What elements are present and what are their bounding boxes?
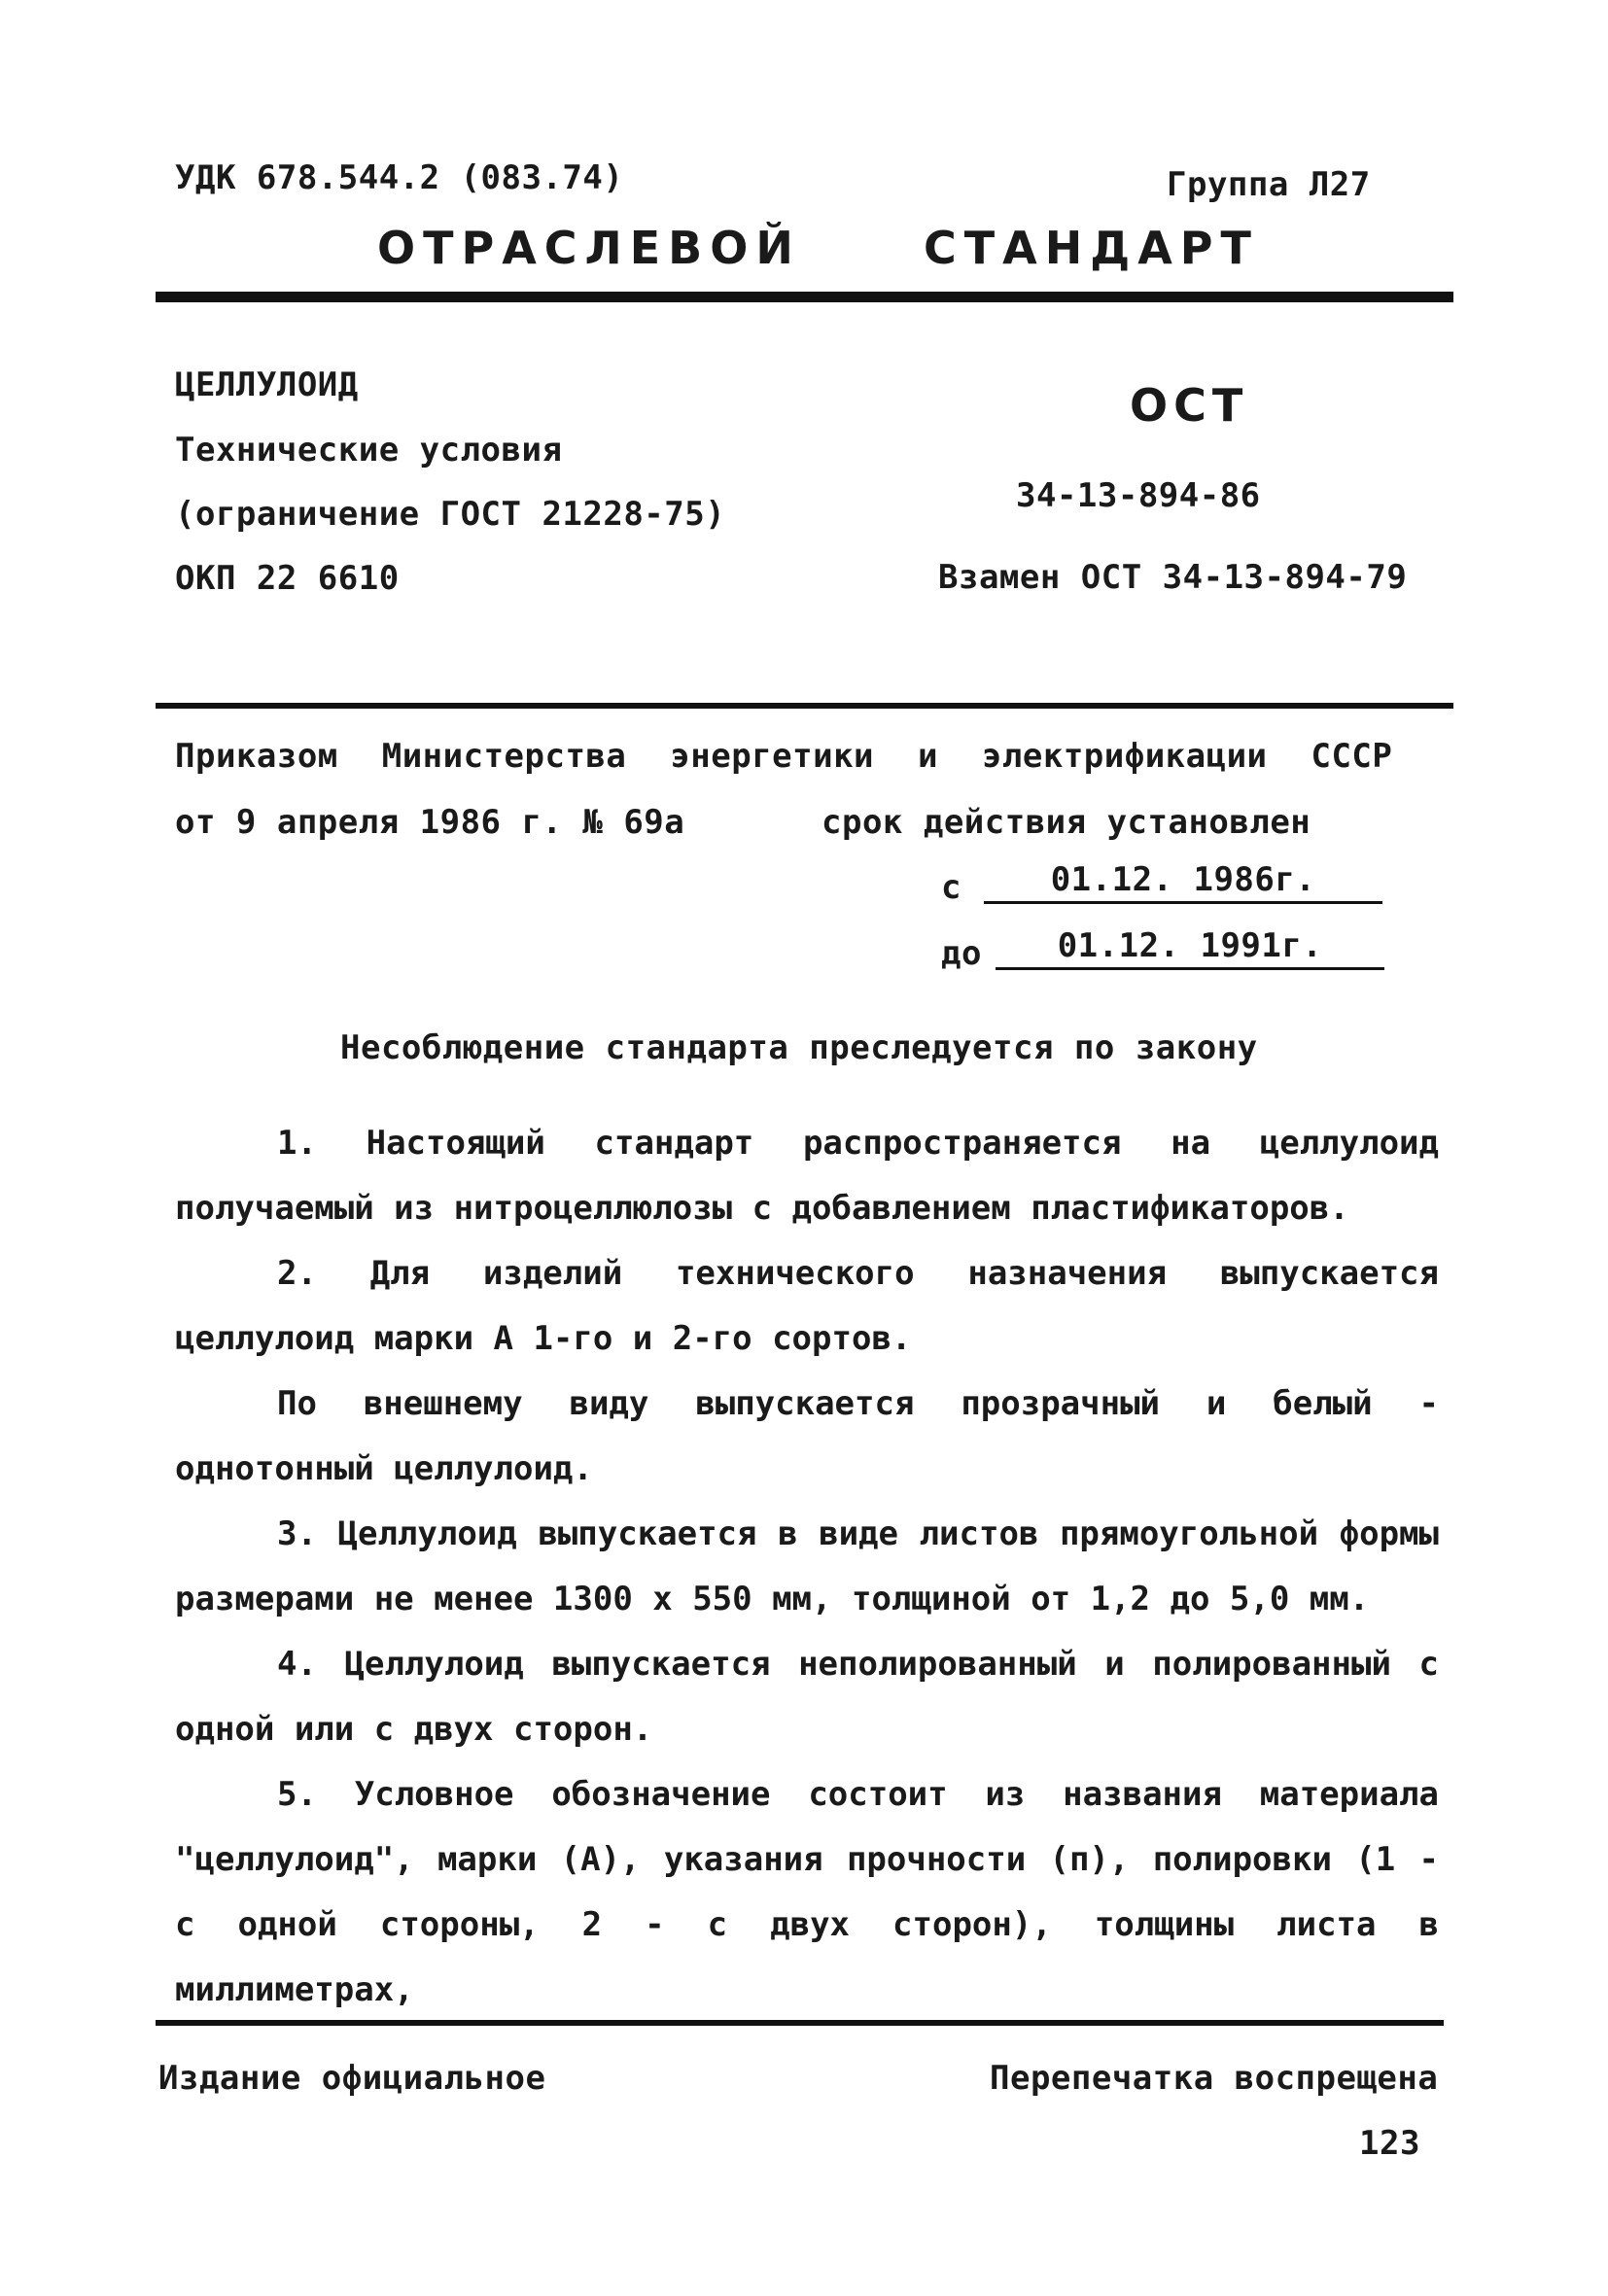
header-rule	[156, 292, 1453, 302]
restriction: (ограничение ГОСТ 21228-75)	[175, 495, 726, 534]
valid-from-field	[984, 860, 1382, 904]
legal-notice: Несоблюдение стандарта преследуется по закону	[340, 1028, 1258, 1067]
order-date: от 9 апреля 1986 г. № 69а	[175, 803, 685, 842]
standard-number: 34-13-894-86	[1016, 476, 1261, 515]
footer-rule	[156, 2020, 1444, 2026]
official-edition: Издание официальное	[158, 2059, 546, 2098]
validity-label: срок действия установлен	[821, 803, 1311, 842]
product-name: ЦЕЛЛУЛОИД	[175, 365, 359, 404]
paragraph-2: 2. Для изделий технического назначения выпускается целлулоид марки А 1-го и 2-го сортов.	[175, 1254, 1439, 1358]
reprint-forbidden: Перепечатка воспрещена	[990, 2059, 1439, 2098]
valid-to-label: до	[941, 934, 982, 973]
paragraph-6: 5. Условное обозначение состоит из названия материала "целлулоид", марки (А), указания прочности (п), полировки (1 - с одной стороны, 2 - с двух сторон), толщины листа в миллиметрах,	[175, 1775, 1439, 2009]
okp-code: ОКП 22 6610	[175, 559, 400, 598]
title-left: ОТРАСЛЕВОЙ	[377, 222, 801, 274]
page-number: 123	[1359, 2124, 1420, 2163]
paragraph-3: По внешнему виду выпускается прозрачный и белый - однотонный целлулоид.	[175, 1384, 1439, 1488]
order-text: Приказом Министерства энергетики и электрификации СССР	[175, 737, 1393, 776]
group-code: Группа Л27	[1167, 165, 1371, 204]
title-right: СТАНДАРТ	[924, 222, 1259, 274]
paragraph-1: 1. Настоящий стандарт распространяется на целлулоид получаемый из нитроцеллюлозы с добавлением пластификаторов.	[175, 1124, 1439, 1228]
udk-code: УДК 678.544.2 (083.74)	[175, 158, 624, 197]
paragraph-5: 4. Целлулоид выпускается неполированный и полированный с одной или с двух сторон.	[175, 1645, 1439, 1749]
valid-to-value: 01.12. 1991г.	[996, 926, 1384, 970]
valid-to-field	[996, 926, 1384, 970]
paragraph-4: 3. Целлулоид выпускается в виде листов прямоугольной формы размерами не менее 1300 х 550 мм, толщиной от 1,2 до 5,0 мм.	[175, 1514, 1439, 1618]
ost-label: ОСТ	[1130, 379, 1249, 432]
section-rule	[156, 703, 1453, 709]
subtitle: Технические условия	[175, 431, 563, 470]
order-line-1	[175, 737, 1393, 776]
valid-from-label: с	[941, 868, 961, 907]
valid-from-value: 01.12. 1986г.	[984, 860, 1382, 904]
replaces-standard: Взамен ОСТ 34-13-894-79	[938, 558, 1408, 597]
